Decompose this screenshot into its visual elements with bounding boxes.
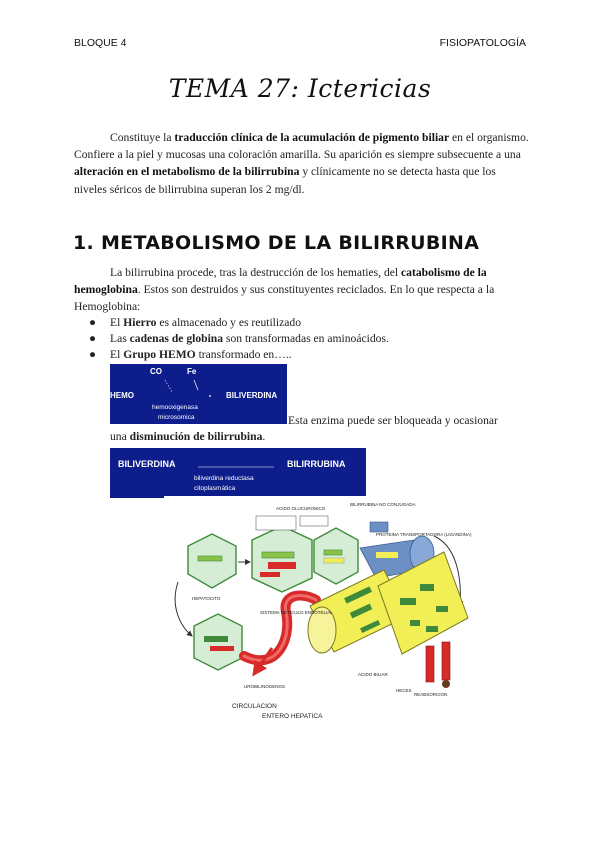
reductase-label-1: biliverdina reductasa: [194, 475, 254, 482]
biliverdina-label: BILIVERDINA: [118, 459, 176, 469]
label-acido-biliar: ACIDO BILIAR: [358, 672, 388, 677]
hepatocyte-cell-lower: [194, 614, 242, 670]
label-bilirrubina: BILIRRUBINA NO CONJUGADA: [350, 502, 416, 507]
label-reabsorcion: REABSORCION: [414, 692, 448, 697]
reductase-label-2: citoplasmática: [194, 485, 236, 492]
intro-paragraph: Constituye la traducción clínica de la acumulación de pigmento biliar en el organismo. Confiere a la piel y mucosas una coloración amarilla. Su aparición es siempre subsecuente a una alteración en el metabolismo de la bilirrubina y clínicamente no se detecta hasta que los niveles séricos de bilirrubina superan los 2 mg/dl.: [74, 131, 529, 196]
label-proteina: PROTEINA TRANSPORTADORA (LIGANDINA): [376, 532, 472, 537]
reductase-arrow: [110, 448, 366, 498]
bilirrubina-label: BILIRRUBINA: [287, 459, 346, 469]
caption-continuation: una disminución de bilirrubina.: [110, 430, 266, 443]
label-sistema: SISTEMA RETICULO ENDOTELIAL: [260, 610, 333, 615]
section-paragraph: La bilirrubina procede, tras la destrucción de los hematies, del catabolismo de la hemoglobina. Estos son destruidos y sus constituyentes reciclados. En lo que respecta a la Hemoglobina:: [74, 266, 495, 314]
co-label: CO: [150, 367, 162, 376]
hepatocyte-cell-middle: [252, 526, 312, 592]
section-heading: 1. METABOLISMO DE LA BILIRRUBINA: [73, 232, 480, 254]
hemo-label: HEMO: [110, 391, 134, 400]
header-right: FISIOPATOLOGÍA: [439, 37, 526, 49]
enzyme-label-1: hemooxigenasa: [152, 404, 198, 411]
page-title: TEMA 27: Ictericias: [168, 74, 432, 103]
biliverdina-label: BILIVERDINA: [226, 391, 278, 400]
label-urobilinogenos: UROBILINOGENOS: [244, 684, 286, 689]
figure-caption: Esta enzima puede ser bloqueada y ocasionar: [288, 414, 498, 427]
header-left: BLOQUE 4: [74, 37, 127, 49]
biliverdina-reaction-figure: [110, 448, 366, 498]
hemo-reaction-figure: [110, 364, 287, 424]
label-acido-glucuronico: ACIDO GLUCURONICO: [276, 506, 326, 511]
hemo-arrows: [110, 364, 287, 424]
bilirubin-cycle-diagram: [164, 496, 472, 722]
hepatocyte-cell-right: [314, 528, 358, 584]
label-hepatocito: HEPATOCITO: [192, 596, 221, 601]
fe-label: Fe: [187, 367, 197, 376]
label-circulacion-2: ENTERO HEPATICA: [262, 713, 323, 720]
enzyme-label-2: microsomica: [158, 414, 195, 421]
label-circulacion-1: CIRCULACION: [232, 703, 277, 710]
label-heces: HECES: [396, 688, 412, 693]
